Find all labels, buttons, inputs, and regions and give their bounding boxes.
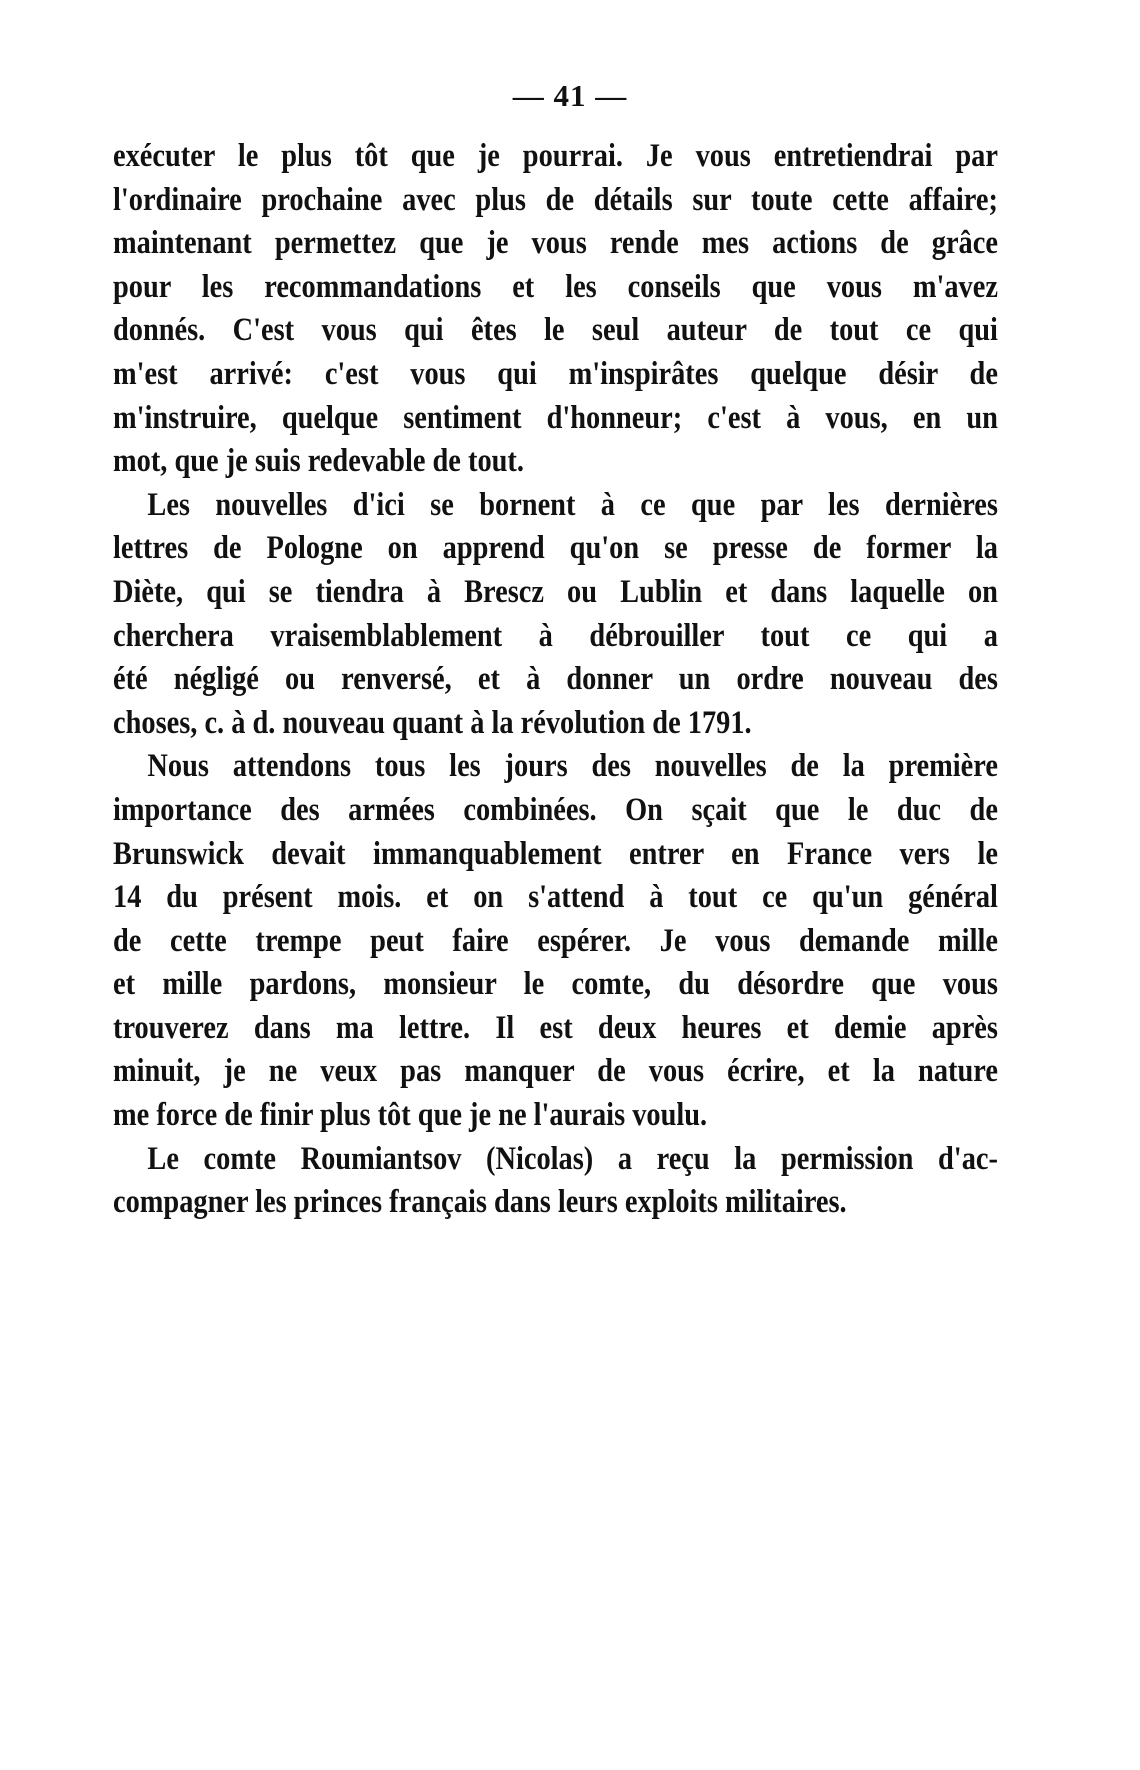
text-line: donnés. C'est vous qui êtes le seul auteur de tout ce qui xyxy=(113,312,998,349)
text-line: choses, c. à d. nouveau quant à la révolution de 1791. xyxy=(113,704,752,741)
text-line: lettres de Pologne on apprend qu'on se presse de former la xyxy=(113,530,998,567)
text-line: Les nouvelles d'ici se bornent à ce que par les dernières xyxy=(147,486,998,523)
text-line: me force de finir plus tôt que je ne l'aurais voulu. xyxy=(113,1097,708,1134)
text-line: 14 du présent mois. et on s'attend à tout ce qu'un général xyxy=(113,879,998,916)
text-line: m'instruire, quelque sentiment d'honneur; c'est à vous, en un xyxy=(113,399,998,436)
text-line: maintenant permettez que je vous rende mes actions de grâce xyxy=(113,225,998,262)
text-line: et mille pardons, monsieur le comte, du désordre que vous xyxy=(113,966,998,1003)
text-line: mot, que je suis redevable de tout. xyxy=(113,443,524,480)
paragraph-2 xyxy=(113,484,998,746)
text-line: Diète, qui se tiendra à Bresсz ou Lublin et dans laquelle on xyxy=(113,573,998,610)
text-line: l'ordinaire prochaine avec plus de détails sur toute cette affaire; xyxy=(113,181,998,218)
text-line: pour les recommandations et les conseils que vous m'avez xyxy=(113,268,998,305)
text-line: trouverez dans ma lettre. Il est deux heures et demie après xyxy=(113,1009,998,1046)
text-line: cherchera vraisemblablement à débrouiller tout ce qui a xyxy=(113,617,998,654)
text-line: importance des armées combinées. On sçait que le duc de xyxy=(113,791,998,828)
text-line: minuit, je ne veux pas manquer de vous écrire, et la nature xyxy=(113,1053,998,1090)
text-line: Nous attendons tous les jours des nouvelles de la première xyxy=(147,748,998,785)
paragraph-4 xyxy=(113,1138,998,1225)
text-line: m'est arrivé: c'est vous qui m'inspirâtes quelque désir de xyxy=(113,355,998,392)
text-line: exécuter le plus tôt que je pourrai. Je vous entretiendrai par xyxy=(113,138,998,174)
page-number: — 41 — xyxy=(512,78,628,113)
paragraph-1 xyxy=(113,135,998,484)
paragraph-3 xyxy=(113,745,998,1137)
text-line: été négligé ou renversé, et à donner un ordre nouveau des xyxy=(113,661,998,698)
text-line: Le comte Roumiantsov (Nicolas) a reçu la permission d'ac- xyxy=(147,1140,998,1177)
letter-text xyxy=(113,135,998,1225)
text-line: de cette trempe peut faire espérer. Je vous demande mille xyxy=(113,922,998,959)
text-line: Brunswick devait immanquablement entrer en France vers le xyxy=(113,835,998,872)
text-line: compagner les princes français dans leurs exploits militaires. xyxy=(113,1184,847,1221)
